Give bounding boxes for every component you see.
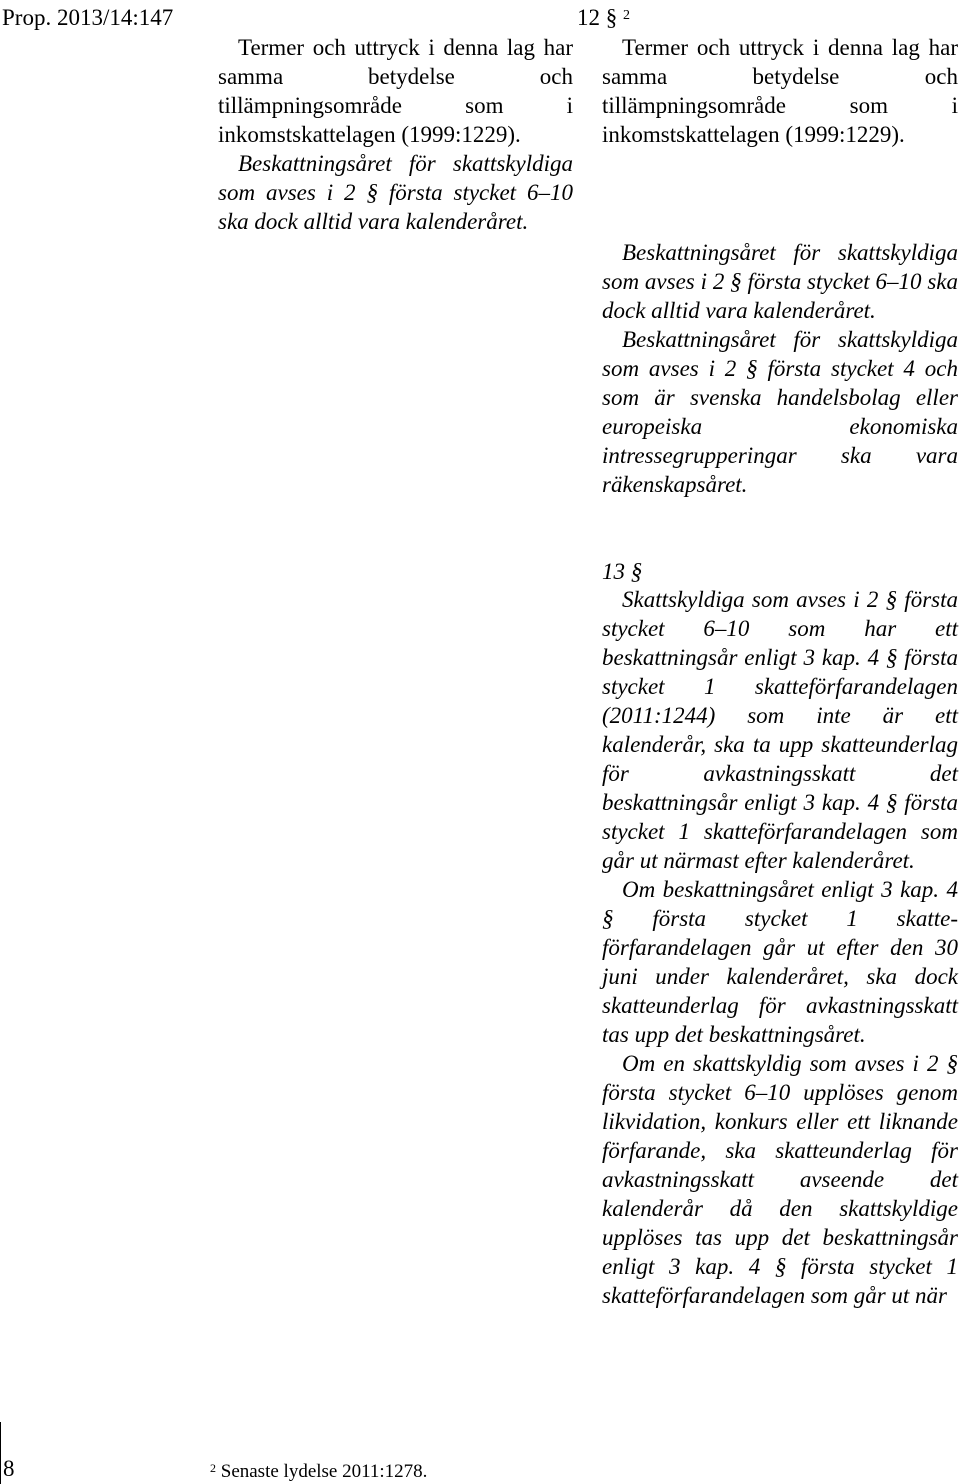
document-reference: Prop. 2013/14:147 xyxy=(2,5,174,30)
section-number: 12 xyxy=(577,5,600,30)
proposed-paragraph-3: Beskattningsåret för skattskyldiga som avses i 2 § första stycket 4 och som är svenska handelsbolag eller europeiska ekonomiska intressegrupperingar ska vara räkenskapsåret. xyxy=(602,327,958,497)
current-wording-column xyxy=(218,33,573,236)
proposed-wording-column xyxy=(602,33,958,149)
proposed-paragraph-4: Skattskyldiga som avses i 2 § första stycket 6–10 som har ett beskattningsår enligt 3 kap. 4 § första stycket 1 skatteförfarandelagen (2011:1244) som inte är ett kalenderår, ska ta upp skatteunderlag för avkastningsskatt det beskattningsår enligt 3 kap. 4 § första stycket 1 skatteförfarandelagen som går ut närmast efter kalenderåret. xyxy=(602,587,958,873)
proposed-paragraph-2: Beskattningsåret för skattskyldiga som avses i 2 § första stycket 6–10 ska dock alltid vara kalenderåret. xyxy=(602,240,958,323)
proposed-paragraph-5: Om beskattningsåret enligt 3 kap. 4 § första stycket 1 skatteförfarandelagen går ut efter den 30 juni under kalenderåret, ska dock skatteunderlag för avkastningsskatt tas upp det beskattningsåret. xyxy=(602,877,958,1047)
page-number: 8 xyxy=(3,1456,15,1481)
current-paragraph-1: Termer och uttryck i denna lag har samma betydelse och tillämpningsområde som i inkomstskattelagen (1999:1229). xyxy=(218,35,573,147)
section-sign: § xyxy=(605,5,618,30)
proposed-paragraph-6: Om en skattskyldig som avses i 2 § första stycket 6–10 upplöses genom likvidation, konkurs eller ett liknande förfarande, ska skatteunderlag för avkastningsskatt avseende det kalenderår då den skattskyldige upplöses tas upp det beskattningsår enligt 3 kap. 4 § första stycket 1 skatteförfarandelagen som går ut när xyxy=(602,1051,958,1308)
footnote xyxy=(210,1460,427,1484)
footnote-text: Senaste lydelse 2011:1278. xyxy=(220,1461,428,1482)
footnote-mark: 2 xyxy=(210,1461,216,1475)
section-heading xyxy=(577,3,630,33)
proposed-wording-column-cont xyxy=(602,238,958,499)
margin-divider xyxy=(0,1422,1,1484)
proposed-paragraph-1: Termer och uttryck i denna lag har samma betydelse och tillämpningsområde som i inkomstskattelagen (1999:1229). xyxy=(602,35,958,147)
current-paragraph-2: Beskattningsåret för skattskyldiga som avses i 2 § första stycket 6–10 ska dock alltid vara kalenderåret. xyxy=(218,151,573,234)
footnote-reference: 2 xyxy=(623,8,630,23)
section-13-body xyxy=(602,585,958,1310)
section-13-label: 13 § xyxy=(602,559,643,584)
section-13-heading xyxy=(602,557,958,586)
